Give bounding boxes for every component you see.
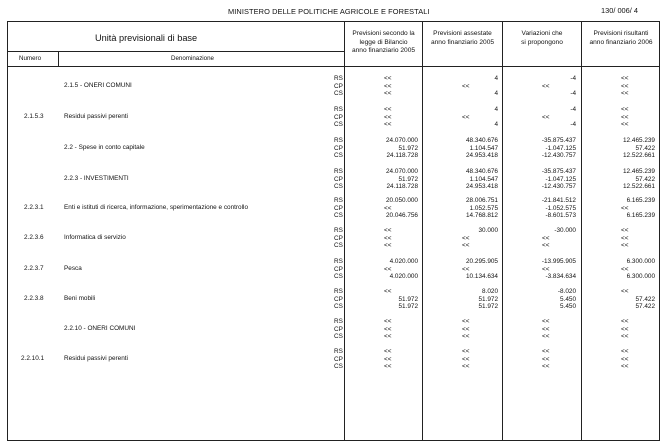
cell-risultanti: << bbox=[621, 333, 629, 340]
col-divider bbox=[422, 21, 423, 441]
cell-variazioni: << bbox=[542, 318, 550, 325]
cell-variazioni: -4 bbox=[570, 90, 576, 97]
row-type-code: CS bbox=[334, 212, 343, 219]
row-type-code: CS bbox=[334, 363, 343, 370]
col-header-line: Previsioni secondo la bbox=[352, 30, 415, 37]
cell-assestate: 1.052.575 bbox=[469, 204, 498, 212]
cell-previsioni-2005: 4.020.000 bbox=[389, 273, 418, 280]
cell-variazioni: << bbox=[542, 348, 550, 355]
cell-variazioni: -1.052.575 bbox=[545, 204, 576, 212]
cell-risultanti: << bbox=[621, 234, 629, 242]
cell-risultanti: << bbox=[621, 204, 629, 212]
col-divider bbox=[58, 51, 59, 66]
header-divider bbox=[7, 51, 344, 52]
cell-variazioni: << bbox=[542, 333, 550, 340]
row-type-code: CS bbox=[334, 303, 343, 310]
row-type-code: CS bbox=[334, 242, 343, 249]
cell-previsioni-2005: 20.050.000 bbox=[386, 197, 418, 204]
cell-previsioni-2005: << bbox=[384, 355, 392, 363]
cell-previsioni-2005: << bbox=[384, 121, 392, 128]
cell-risultanti: << bbox=[621, 227, 629, 234]
row-denominazione: Enti e istituti di ricerca, informazione, sperimentazione e controllo bbox=[64, 203, 248, 211]
cell-risultanti: << bbox=[621, 265, 629, 273]
page-reference: 130/ 006/ 4 bbox=[601, 6, 638, 15]
row-type-code: CS bbox=[334, 273, 343, 280]
cell-previsioni-2005: << bbox=[384, 242, 392, 249]
cell-previsioni-2005: << bbox=[384, 325, 392, 333]
row-numero: 2.2.3.6 bbox=[24, 233, 44, 241]
row-type-code: CS bbox=[334, 90, 343, 97]
row-type-code: RS bbox=[334, 348, 343, 355]
row-type-code: CP bbox=[334, 325, 343, 333]
row-type-code: CP bbox=[334, 144, 343, 152]
col-divider bbox=[344, 21, 345, 441]
cell-assestate: << bbox=[462, 265, 470, 273]
cell-assestate: 4 bbox=[494, 90, 498, 97]
row-numero: 2.2.3.8 bbox=[24, 294, 44, 302]
col-header-line: Previsioni risultanti bbox=[593, 30, 649, 37]
row-type-code: RS bbox=[334, 258, 343, 265]
row-type-code: CP bbox=[334, 355, 343, 363]
cell-assestate: << bbox=[462, 318, 470, 325]
row-type-code: CP bbox=[334, 204, 343, 212]
cell-assestate: << bbox=[462, 234, 470, 242]
row-numero: 2.2.3.7 bbox=[24, 264, 44, 272]
cell-previsioni-2005: 51.972 bbox=[398, 175, 418, 183]
col-header-numero: Numero bbox=[19, 55, 42, 62]
cell-assestate: 4 bbox=[494, 106, 498, 113]
cell-variazioni: << bbox=[542, 242, 550, 249]
cell-previsioni-2005: << bbox=[384, 106, 392, 113]
cell-previsioni-2005: << bbox=[384, 90, 392, 97]
cell-assestate: 30.000 bbox=[478, 227, 498, 234]
row-denominazione: Beni mobili bbox=[64, 294, 96, 302]
row-numero: 2.2.3.1 bbox=[24, 203, 44, 211]
cell-risultanti: << bbox=[621, 82, 629, 90]
cell-variazioni: -21.841.512 bbox=[541, 197, 576, 204]
cell-risultanti: 6.300.000 bbox=[626, 273, 655, 280]
cell-risultanti: 57.422 bbox=[635, 295, 655, 303]
cell-risultanti: << bbox=[621, 242, 629, 249]
cell-previsioni-2005: 24.118.728 bbox=[386, 183, 418, 190]
cell-previsioni-2005: << bbox=[384, 75, 392, 82]
cell-variazioni: << bbox=[542, 234, 550, 242]
cell-variazioni: -1.047.125 bbox=[545, 144, 576, 152]
cell-previsioni-2005: 24.070.000 bbox=[386, 137, 418, 144]
cell-assestate: 48.340.676 bbox=[466, 168, 498, 175]
cell-assestate: << bbox=[462, 333, 470, 340]
cell-risultanti: 57.422 bbox=[635, 144, 655, 152]
cell-previsioni-2005: 20.046.756 bbox=[386, 212, 418, 219]
row-type-code: RS bbox=[334, 106, 343, 113]
cell-variazioni: -1.047.125 bbox=[545, 175, 576, 183]
cell-assestate: 28.006.751 bbox=[466, 197, 498, 204]
cell-assestate: 51.972 bbox=[478, 295, 498, 303]
row-type-code: CS bbox=[334, 183, 343, 190]
cell-variazioni: 5.450 bbox=[560, 303, 576, 310]
row-denominazione: Informatica di servizio bbox=[64, 233, 126, 241]
cell-assestate: 24.953.418 bbox=[466, 152, 498, 159]
row-denominazione: 2.2.3 - INVESTIMENTI bbox=[64, 174, 129, 182]
row-denominazione: 2.2 - Spese in conto capitale bbox=[64, 143, 145, 151]
col-header-line: anno finanziario 2005 bbox=[430, 38, 495, 46]
cell-assestate: 1.104.547 bbox=[469, 175, 498, 183]
row-type-code: CP bbox=[334, 234, 343, 242]
cell-risultanti: 12.522.661 bbox=[623, 152, 655, 159]
cell-previsioni-2005: 24.118.728 bbox=[386, 152, 418, 159]
cell-assestate: 10.134.634 bbox=[466, 273, 498, 280]
cell-variazioni: -4 bbox=[570, 121, 576, 128]
cell-risultanti: 12.465.239 bbox=[623, 168, 655, 175]
cell-assestate: 4 bbox=[494, 121, 498, 128]
row-type-code: RS bbox=[334, 318, 343, 325]
row-numero: 2.1.5.3 bbox=[24, 112, 44, 120]
row-type-code: CS bbox=[334, 333, 343, 340]
table-title: Unità previsionali di base bbox=[95, 33, 198, 43]
cell-assestate: << bbox=[462, 82, 470, 90]
row-numero: 2.2.10.1 bbox=[21, 354, 45, 362]
cell-variazioni: -35.875.437 bbox=[541, 137, 576, 144]
cell-variazioni: -8.020 bbox=[557, 288, 576, 295]
cell-assestate: << bbox=[462, 363, 470, 370]
col-header-previsioni-2005 bbox=[346, 30, 421, 56]
cell-previsioni-2005: << bbox=[384, 348, 392, 355]
row-type-code: CP bbox=[334, 113, 343, 121]
row-denominazione: 2.2.10 - ONERI COMUNI bbox=[64, 324, 136, 332]
col-header-line: Previsioni assestate bbox=[433, 30, 492, 37]
cell-risultanti: << bbox=[621, 348, 629, 355]
cell-assestate: 51.972 bbox=[478, 303, 498, 310]
row-type-code: CP bbox=[334, 265, 343, 273]
cell-variazioni: << bbox=[542, 325, 550, 333]
cell-assestate: << bbox=[462, 348, 470, 355]
cell-risultanti: 6.165.239 bbox=[626, 197, 655, 204]
cell-risultanti: 12.465.239 bbox=[623, 137, 655, 144]
cell-previsioni-2005: << bbox=[384, 113, 392, 121]
cell-assestate: << bbox=[462, 242, 470, 249]
cell-previsioni-2005: 4.020.000 bbox=[389, 258, 418, 265]
cell-previsioni-2005: << bbox=[384, 318, 392, 325]
cell-assestate: 14.768.812 bbox=[466, 212, 498, 219]
cell-assestate: 8.020 bbox=[482, 288, 498, 295]
row-type-code: CP bbox=[334, 82, 343, 90]
row-type-code: RS bbox=[334, 197, 343, 204]
cell-variazioni: << bbox=[542, 82, 550, 90]
cell-previsioni-2005: << bbox=[384, 265, 392, 273]
row-type-code: RS bbox=[334, 75, 343, 82]
col-header-line: si propongono bbox=[521, 38, 563, 46]
col-header-line: anno finanziario 2006 bbox=[589, 38, 653, 46]
cell-variazioni: -12.430.757 bbox=[541, 183, 576, 190]
col-divider bbox=[502, 21, 503, 441]
cell-risultanti: << bbox=[621, 106, 629, 113]
row-type-code: CP bbox=[334, 295, 343, 303]
cell-assestate: 1.104.547 bbox=[469, 144, 498, 152]
col-divider bbox=[581, 21, 582, 441]
cell-variazioni: -4 bbox=[570, 106, 576, 113]
cell-risultanti: << bbox=[621, 75, 629, 82]
ministry-title: MINISTERO DELLE POLITICHE AGRICOLE E FORESTALI bbox=[228, 7, 430, 16]
cell-risultanti: << bbox=[621, 90, 629, 97]
cell-previsioni-2005: 51.972 bbox=[398, 295, 418, 303]
row-type-code: RS bbox=[334, 137, 343, 144]
cell-risultanti: << bbox=[621, 355, 629, 363]
cell-previsioni-2005: << bbox=[384, 82, 392, 90]
cell-assestate: << bbox=[462, 325, 470, 333]
cell-variazioni: -12.430.757 bbox=[541, 152, 576, 159]
cell-risultanti: << bbox=[621, 113, 629, 121]
cell-variazioni: -35.875.437 bbox=[541, 168, 576, 175]
col-header-denominazione: Denominazione bbox=[171, 55, 214, 62]
cell-assestate: << bbox=[462, 113, 470, 121]
cell-risultanti: << bbox=[621, 318, 629, 325]
row-denominazione: Residui passivi perenti bbox=[64, 112, 128, 120]
row-type-code: RS bbox=[334, 288, 343, 295]
cell-risultanti: << bbox=[621, 325, 629, 333]
cell-previsioni-2005: 51.972 bbox=[398, 303, 418, 310]
row-type-code: CS bbox=[334, 152, 343, 159]
row-denominazione: Residui passivi perenti bbox=[64, 354, 128, 362]
cell-risultanti: << bbox=[621, 121, 629, 128]
col-header-risultanti bbox=[582, 30, 660, 47]
cell-assestate: 4 bbox=[494, 75, 498, 82]
cell-previsioni-2005: << bbox=[384, 227, 392, 234]
col-header-line: Variazioni che bbox=[521, 30, 563, 37]
cell-variazioni: 5.450 bbox=[560, 295, 576, 303]
cell-variazioni: << bbox=[542, 355, 550, 363]
cell-assestate: 48.340.676 bbox=[466, 137, 498, 144]
row-denominazione: Pesca bbox=[64, 264, 82, 272]
cell-previsioni-2005: << bbox=[384, 234, 392, 242]
cell-previsioni-2005: << bbox=[384, 288, 392, 295]
cell-risultanti: 57.422 bbox=[635, 303, 655, 310]
row-denominazione: 2.1.5 - ONERI COMUNI bbox=[64, 81, 132, 89]
row-type-code: RS bbox=[334, 227, 343, 234]
cell-risultanti: 12.522.661 bbox=[623, 183, 655, 190]
cell-variazioni: << bbox=[542, 363, 550, 370]
cell-previsioni-2005: 24.070.000 bbox=[386, 168, 418, 175]
cell-variazioni: -4 bbox=[570, 75, 576, 82]
cell-previsioni-2005: << bbox=[384, 333, 392, 340]
row-type-code: RS bbox=[334, 168, 343, 175]
cell-previsioni-2005: << bbox=[384, 204, 392, 212]
cell-risultanti: 6.300.000 bbox=[626, 258, 655, 265]
cell-risultanti: 57.422 bbox=[635, 175, 655, 183]
col-header-line: legge di Bilancio bbox=[359, 38, 408, 46]
cell-assestate: << bbox=[462, 355, 470, 363]
cell-variazioni: << bbox=[542, 265, 550, 273]
cell-previsioni-2005: 51.972 bbox=[398, 144, 418, 152]
cell-variazioni: << bbox=[542, 113, 550, 121]
cell-assestate: 24.953.418 bbox=[466, 183, 498, 190]
col-header-line: anno finanziario 2005 bbox=[351, 47, 416, 55]
cell-variazioni: -8.601.573 bbox=[545, 212, 576, 219]
cell-variazioni: -13.995.905 bbox=[541, 258, 576, 265]
row-type-code: CP bbox=[334, 175, 343, 183]
cell-previsioni-2005: << bbox=[384, 363, 392, 370]
cell-variazioni: -30.000 bbox=[554, 227, 576, 234]
cell-assestate: 20.295.905 bbox=[466, 258, 498, 265]
col-header-assestate bbox=[424, 30, 501, 47]
col-header-variazioni bbox=[504, 30, 580, 47]
cell-risultanti: 6.165.239 bbox=[626, 212, 655, 219]
cell-risultanti: << bbox=[621, 288, 629, 295]
row-type-code: CS bbox=[334, 121, 343, 128]
cell-risultanti: << bbox=[621, 363, 629, 370]
cell-variazioni: -3.834.634 bbox=[545, 273, 576, 280]
header-divider bbox=[7, 66, 660, 67]
